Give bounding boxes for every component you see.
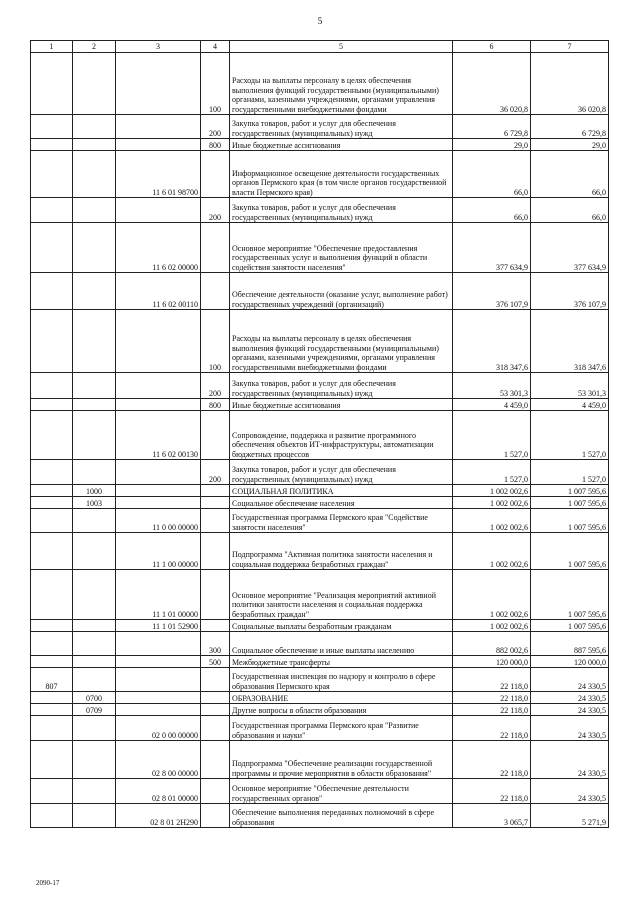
expense-type-cell: 200 <box>201 115 230 139</box>
description-cell: Расходы на выплаты персоналу в целях обеспечения выполнения функций государственными (муниципальными) органами, казенными учреждениями, органами управления государственными внебюджетными фондами <box>230 53 453 115</box>
expense-type-cell: 200 <box>201 373 230 399</box>
expense-type-cell: 800 <box>201 139 230 151</box>
description-cell: Основное мероприятие "Реализация мероприятий активной политики занятости населения и социальная поддержка безработных граждан" <box>230 570 453 620</box>
table-row <box>31 460 609 485</box>
admin-code-cell <box>31 779 73 804</box>
section-code-cell <box>73 273 116 310</box>
expense-type-cell <box>201 533 230 570</box>
table-row <box>31 779 609 804</box>
section-code-cell <box>73 399 116 411</box>
description-cell: Государственная программа Пермского края "Развитие образования и науки" <box>230 716 453 741</box>
admin-code-cell <box>31 620 73 632</box>
section-code-cell: 1000 <box>73 485 116 497</box>
amount-year2-cell: 1 527,0 <box>531 460 609 485</box>
target-article-cell <box>116 497 201 509</box>
column-header: 5 <box>230 41 453 53</box>
expense-type-cell <box>201 485 230 497</box>
table-row <box>31 198 609 223</box>
table-row <box>31 692 609 704</box>
admin-code-cell <box>31 198 73 223</box>
description-cell: Закупка товаров, работ и услуг для обеспечения государственных (муниципальных) нужд <box>230 460 453 485</box>
section-code-cell <box>73 741 116 779</box>
section-code-cell <box>73 198 116 223</box>
target-article-cell <box>116 373 201 399</box>
amount-year1-cell: 376 107,9 <box>453 273 531 310</box>
description-cell: ОБРАЗОВАНИЕ <box>230 692 453 704</box>
admin-code-cell <box>31 115 73 139</box>
amount-year2-cell: 24 330,5 <box>531 716 609 741</box>
description-cell: Социальное обеспечение населения <box>230 497 453 509</box>
section-code-cell <box>73 411 116 460</box>
target-article-cell: 11 6 02 00130 <box>116 411 201 460</box>
expense-type-cell: 100 <box>201 53 230 115</box>
admin-code-cell <box>31 716 73 741</box>
table-row <box>31 411 609 460</box>
amount-year1-cell: 6 729,8 <box>453 115 531 139</box>
amount-year1-cell: 4 459,0 <box>453 399 531 411</box>
table-row <box>31 632 609 656</box>
target-article-cell: 11 1 01 52900 <box>116 620 201 632</box>
description-cell: Государственная программа Пермского края "Содействие занятости населения" <box>230 509 453 533</box>
amount-year2-cell: 1 007 595,6 <box>531 509 609 533</box>
target-article-cell <box>116 399 201 411</box>
amount-year1-cell: 22 118,0 <box>453 692 531 704</box>
table-row <box>31 151 609 198</box>
target-article-cell: 11 6 02 00000 <box>116 223 201 273</box>
table-row <box>31 509 609 533</box>
table-row <box>31 533 609 570</box>
amount-year1-cell: 66,0 <box>453 151 531 198</box>
table-row <box>31 310 609 373</box>
description-cell: Социальное обеспечение и иные выплаты населению <box>230 632 453 656</box>
amount-year1-cell: 1 002 002,6 <box>453 509 531 533</box>
amount-year2-cell: 1 007 595,6 <box>531 497 609 509</box>
expense-type-cell: 100 <box>201 310 230 373</box>
target-article-cell <box>116 198 201 223</box>
target-article-cell: 02 8 00 00000 <box>116 741 201 779</box>
admin-code-cell <box>31 497 73 509</box>
admin-code-cell <box>31 223 73 273</box>
description-cell: Закупка товаров, работ и услуг для обеспечения государственных (муниципальных) нужд <box>230 115 453 139</box>
amount-year2-cell: 66,0 <box>531 198 609 223</box>
target-article-cell <box>116 632 201 656</box>
admin-code-cell <box>31 310 73 373</box>
expense-type-cell <box>201 692 230 704</box>
amount-year2-cell: 36 020,8 <box>531 53 609 115</box>
amount-year2-cell: 377 634,9 <box>531 223 609 273</box>
amount-year2-cell: 4 459,0 <box>531 399 609 411</box>
expense-type-cell <box>201 741 230 779</box>
page-number: 5 <box>317 16 323 26</box>
column-header: 3 <box>116 41 201 53</box>
amount-year1-cell: 22 118,0 <box>453 668 531 692</box>
expense-type-cell <box>201 223 230 273</box>
admin-code-cell <box>31 570 73 620</box>
expense-type-cell <box>201 570 230 620</box>
table-row <box>31 373 609 399</box>
description-cell: Межбюджетные трансферты <box>230 656 453 668</box>
section-code-cell <box>73 716 116 741</box>
admin-code-cell <box>31 804 73 828</box>
target-article-cell <box>116 310 201 373</box>
amount-year1-cell: 1 002 002,6 <box>453 497 531 509</box>
table-row <box>31 273 609 310</box>
table-row <box>31 485 609 497</box>
amount-year2-cell: 120 000,0 <box>531 656 609 668</box>
amount-year2-cell: 887 595,6 <box>531 632 609 656</box>
admin-code-cell <box>31 273 73 310</box>
target-article-cell: 02 8 01 2Н290 <box>116 804 201 828</box>
expense-type-cell <box>201 704 230 716</box>
amount-year1-cell: 66,0 <box>453 198 531 223</box>
target-article-cell: 11 6 01 98700 <box>116 151 201 198</box>
admin-code-cell <box>31 460 73 485</box>
footer-code: 2090-17 <box>36 879 60 887</box>
table-row <box>31 804 609 828</box>
admin-code-cell <box>31 704 73 716</box>
description-cell: Иные бюджетные ассигнования <box>230 139 453 151</box>
amount-year1-cell: 36 020,8 <box>453 53 531 115</box>
column-header: 6 <box>453 41 531 53</box>
admin-code-cell <box>31 411 73 460</box>
admin-code-cell <box>31 533 73 570</box>
amount-year2-cell: 24 330,5 <box>531 741 609 779</box>
description-cell: Информационное освещение деятельности государственных органов Пермского края (в том числе органов государственной власти Пермского края) <box>230 151 453 198</box>
section-code-cell <box>73 632 116 656</box>
table-row <box>31 668 609 692</box>
section-code-cell <box>73 620 116 632</box>
section-code-cell <box>73 533 116 570</box>
table-row <box>31 497 609 509</box>
amount-year2-cell: 1 007 595,6 <box>531 570 609 620</box>
table-row <box>31 115 609 139</box>
amount-year2-cell: 24 330,5 <box>531 692 609 704</box>
amount-year2-cell: 318 347,6 <box>531 310 609 373</box>
budget-table <box>30 40 609 828</box>
section-code-cell <box>73 460 116 485</box>
target-article-cell <box>116 53 201 115</box>
amount-year2-cell: 1 007 595,6 <box>531 533 609 570</box>
amount-year1-cell: 22 118,0 <box>453 741 531 779</box>
amount-year2-cell: 24 330,5 <box>531 704 609 716</box>
amount-year1-cell: 1 002 002,6 <box>453 485 531 497</box>
table-row <box>31 741 609 779</box>
section-code-cell: 1003 <box>73 497 116 509</box>
expense-type-cell <box>201 273 230 310</box>
section-code-cell <box>73 310 116 373</box>
section-code-cell <box>73 656 116 668</box>
column-header: 2 <box>73 41 116 53</box>
admin-code-cell <box>31 151 73 198</box>
table-row <box>31 399 609 411</box>
description-cell: Социальные выплаты безработным гражданам <box>230 620 453 632</box>
target-article-cell <box>116 139 201 151</box>
expense-type-cell <box>201 668 230 692</box>
amount-year2-cell: 376 107,9 <box>531 273 609 310</box>
amount-year2-cell: 1 527,0 <box>531 411 609 460</box>
description-cell: Подпрограмма "Активная политика занятости населения и социальная поддержка безработных граждан" <box>230 533 453 570</box>
description-cell: Сопровождение, поддержка и развитие программного обеспечения объектов ИТ-инфраструктуры, автоматизации бюджетных процессов <box>230 411 453 460</box>
amount-year2-cell: 29,0 <box>531 139 609 151</box>
section-code-cell <box>73 779 116 804</box>
description-cell: Государственная инспекция по надзору и контролю в сфере образования Пермского края <box>230 668 453 692</box>
description-cell: Закупка товаров, работ и услуг для обеспечения государственных (муниципальных) нужд <box>230 198 453 223</box>
expense-type-cell <box>201 411 230 460</box>
target-article-cell: 11 1 00 00000 <box>116 533 201 570</box>
section-code-cell <box>73 115 116 139</box>
amount-year2-cell: 24 330,5 <box>531 668 609 692</box>
admin-code-cell <box>31 373 73 399</box>
target-article-cell <box>116 485 201 497</box>
description-cell: Другие вопросы в области образования <box>230 704 453 716</box>
admin-code-cell <box>31 692 73 704</box>
amount-year2-cell: 53 301,3 <box>531 373 609 399</box>
description-cell: Иные бюджетные ассигнования <box>230 399 453 411</box>
admin-code-cell <box>31 485 73 497</box>
section-code-cell <box>73 668 116 692</box>
section-code-cell <box>73 570 116 620</box>
amount-year1-cell: 3 065,7 <box>453 804 531 828</box>
amount-year1-cell: 29,0 <box>453 139 531 151</box>
expense-type-cell: 200 <box>201 198 230 223</box>
amount-year2-cell: 1 007 595,6 <box>531 485 609 497</box>
section-code-cell <box>73 53 116 115</box>
admin-code-cell <box>31 139 73 151</box>
amount-year2-cell: 24 330,5 <box>531 779 609 804</box>
table-row <box>31 570 609 620</box>
target-article-cell <box>116 668 201 692</box>
expense-type-cell <box>201 716 230 741</box>
amount-year1-cell: 120 000,0 <box>453 656 531 668</box>
section-code-cell <box>73 151 116 198</box>
admin-code-cell <box>31 656 73 668</box>
amount-year2-cell: 5 271,9 <box>531 804 609 828</box>
section-code-cell <box>73 509 116 533</box>
table-row <box>31 716 609 741</box>
description-cell: СОЦИАЛЬНАЯ ПОЛИТИКА <box>230 485 453 497</box>
column-header: 7 <box>531 41 609 53</box>
expense-type-cell: 800 <box>201 399 230 411</box>
target-article-cell: 11 0 00 00000 <box>116 509 201 533</box>
expense-type-cell <box>201 509 230 533</box>
target-article-cell: 11 6 02 00110 <box>116 273 201 310</box>
description-cell: Основное мероприятие "Обеспечение предоставления государственных услуг и выполнения функций в области содействия занятости населения" <box>230 223 453 273</box>
section-code-cell <box>73 223 116 273</box>
target-article-cell: 11 1 01 00000 <box>116 570 201 620</box>
amount-year1-cell: 53 301,3 <box>453 373 531 399</box>
description-cell: Основное мероприятие "Обеспечение деятельности государственных органов" <box>230 779 453 804</box>
target-article-cell <box>116 656 201 668</box>
table-row <box>31 656 609 668</box>
amount-year1-cell: 318 347,6 <box>453 310 531 373</box>
expense-type-cell: 300 <box>201 632 230 656</box>
table-row <box>31 620 609 632</box>
description-cell: Закупка товаров, работ и услуг для обеспечения государственных (муниципальных) нужд <box>230 373 453 399</box>
expense-type-cell: 500 <box>201 656 230 668</box>
table-row <box>31 53 609 115</box>
amount-year1-cell: 377 634,9 <box>453 223 531 273</box>
amount-year2-cell: 6 729,8 <box>531 115 609 139</box>
description-cell: Расходы на выплаты персоналу в целях обеспечения выполнения функций государственными (муниципальными) органами, казенными учреждениями, органами управления государственными внебюджетными фондами <box>230 310 453 373</box>
amount-year1-cell: 1 527,0 <box>453 411 531 460</box>
admin-code-cell <box>31 632 73 656</box>
admin-code-cell <box>31 399 73 411</box>
section-code-cell <box>73 804 116 828</box>
admin-code-cell: 807 <box>31 668 73 692</box>
target-article-cell: 02 0 00 00000 <box>116 716 201 741</box>
expense-type-cell <box>201 620 230 632</box>
description-cell: Подпрограмма "Обеспечение реализации государственной программы и прочие мероприятия в области образования" <box>230 741 453 779</box>
section-code-cell <box>73 139 116 151</box>
expense-type-cell: 200 <box>201 460 230 485</box>
section-code-cell <box>73 373 116 399</box>
expense-type-cell <box>201 151 230 198</box>
admin-code-cell <box>31 741 73 779</box>
amount-year1-cell: 1 002 002,6 <box>453 533 531 570</box>
target-article-cell <box>116 704 201 716</box>
target-article-cell <box>116 460 201 485</box>
table-row <box>31 139 609 151</box>
target-article-cell <box>116 692 201 704</box>
amount-year1-cell: 22 118,0 <box>453 704 531 716</box>
section-code-cell: 0709 <box>73 704 116 716</box>
amount-year1-cell: 22 118,0 <box>453 779 531 804</box>
table-header-row <box>31 41 609 53</box>
amount-year1-cell: 1 527,0 <box>453 460 531 485</box>
column-header: 4 <box>201 41 230 53</box>
table-row <box>31 704 609 716</box>
expense-type-cell <box>201 804 230 828</box>
target-article-cell <box>116 115 201 139</box>
amount-year1-cell: 22 118,0 <box>453 716 531 741</box>
admin-code-cell <box>31 53 73 115</box>
amount-year1-cell: 1 002 002,6 <box>453 620 531 632</box>
amount-year1-cell: 1 002 002,6 <box>453 570 531 620</box>
amount-year2-cell: 1 007 595,6 <box>531 620 609 632</box>
amount-year2-cell: 66,0 <box>531 151 609 198</box>
amount-year1-cell: 882 002,6 <box>453 632 531 656</box>
column-header: 1 <box>31 41 73 53</box>
expense-type-cell <box>201 779 230 804</box>
table-row <box>31 223 609 273</box>
target-article-cell: 02 8 01 00000 <box>116 779 201 804</box>
description-cell: Обеспечение выполнения переданных полномочий в сфере образования <box>230 804 453 828</box>
description-cell: Обеспечение деятельности (оказание услуг, выполнение работ) государственных учреждений (организаций) <box>230 273 453 310</box>
expense-type-cell <box>201 497 230 509</box>
section-code-cell: 0700 <box>73 692 116 704</box>
admin-code-cell <box>31 509 73 533</box>
